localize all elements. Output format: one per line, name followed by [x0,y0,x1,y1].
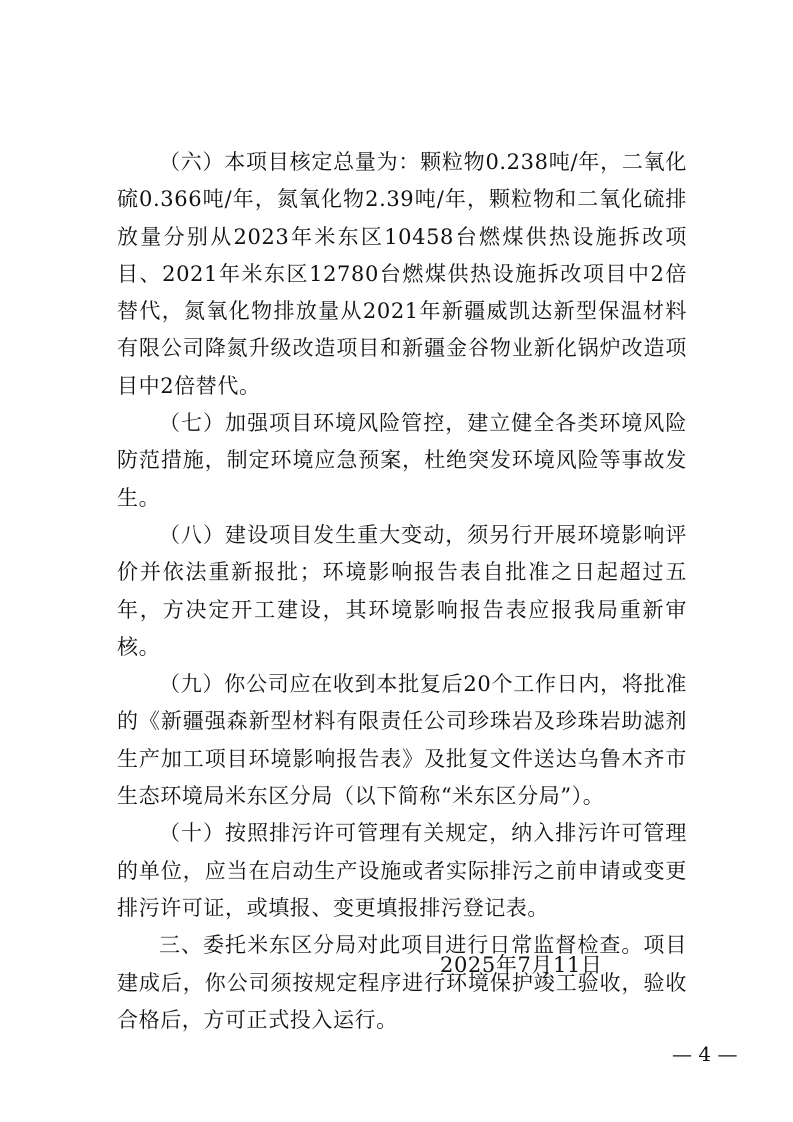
paragraph-item-10-pollutant-permit: （十）按照排污许可管理有关规定，纳入排污许可管理的单位，应当在启动生产设施或者实际排污之前申请或变更排污许可证，或填报、变更填报排污登记表。 [117,821,687,920]
page-number: — 4 — [672,1042,738,1066]
document-date: 2025年7月11日 [440,953,603,977]
document-body [117,144,687,1039]
paragraph-item-6-total-emissions: （六）本项目核定总量为：颗粒物0.238吨/年，二氧化硫0.366吨/年，氮氧化物2.39吨/年，颗粒物和二氧化硫排放量分别从2023年米东区10458台燃煤供热设施拆改项目、2021年米东区12780台燃煤供热设施拆改项目中2倍替代，氮氧化物排放量从2021年新疆威凯达新型保温材料有限公司降氮升级改造项目和新疆金谷物业新化锅炉改造项目中2倍替代。 [117,150,687,398]
paragraph-item-7-risk-control: （七）加强项目环境风险管控，建立健全各类环境风险防范措施，制定环境应急预案，杜绝突发环境风险等事故发生。 [117,411,687,510]
paragraph-section-3-supervision: 三、委托米东区分局对此项目进行日常监督检查。项目建成后，你公司须按规定程序进行环境保护竣工验收，验收合格后，方可正式投入运行。 [117,933,687,1032]
paragraph-item-9-submission: （九）你公司应在收到本批复后20个工作日内，将批准的《新疆强森新型材料有限责任公司珍珠岩及珍珠岩助滤剂生产加工项目环境影响报告表》及批复文件送达乌鲁木齐市生态环境局米东区分局（以下简称“米东区分局”）。 [117,672,687,809]
paragraph-item-8-major-changes: （八）建设项目发生重大变动，须另行开展环境影响评价并依法重新报批；环境影响报告表自批准之日起超过五年，方决定开工建设，其环境影响报告表应报我局重新审核。 [117,522,687,659]
